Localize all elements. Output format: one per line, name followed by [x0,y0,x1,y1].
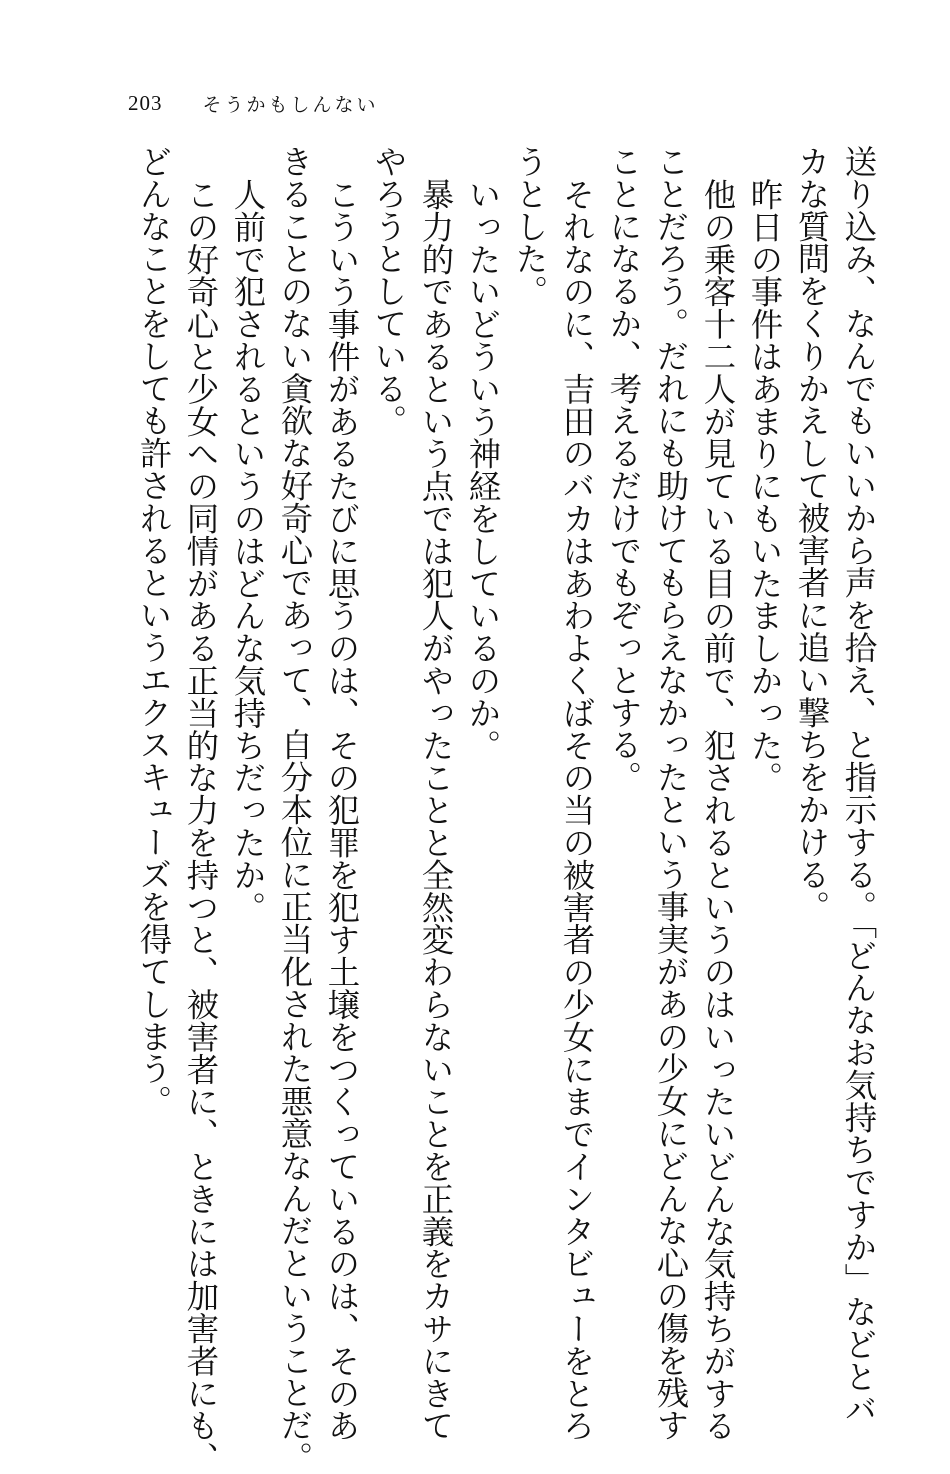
text-column: きることのない貪欲な好奇心であって、自分本位に正当化された悪意なんだということだ。 [276,145,314,1474]
text-column: この好奇心と少女への同情がある正当的な力を持つと、被害者に、ときには加害者にも、 [182,178,220,1474]
page-number: 203 [128,90,163,115]
text-column: いったいどういう神経をしているのか。 [464,178,502,762]
text-column: こういう事件があるたびに思うのは、その犯罪を犯す土壌をつくっているのは、そのあ [323,178,361,1442]
text-column: うとした。 [511,145,549,307]
page-header [128,88,379,118]
text-column: やろうとしている。 [370,145,408,437]
text-column: 送り込み、なんでもいいから声を拾え、と指示する。「どんなお気持ちですか」などとバ [840,145,878,1425]
text-column: ことだろう。だれにも助けてもらえなかったという事実があの少女にどんな心の傷を残す [652,145,690,1441]
text-column: カな質問をくりかえして被害者に追い撃ちをかける。 [793,145,831,923]
text-column: 他の乗客十二人が見ている目の前で、犯されるというのはいったいどんな気持ちがする [699,178,737,1442]
text-column: 人前で犯されるというのはどんな気持ちだったか。 [229,178,267,924]
vertical-body-text [130,145,882,1474]
text-column: 暴力的であるという点では犯人がやったことと全然変わらないことを正義をカサにきて [417,178,455,1442]
text-column: 昨日の事件はあまりにもいたましかった。 [746,178,784,794]
text-column: それなのに、吉田のバカはあわよくばその当の被害者の少女にまでインタビューをとろ [558,178,596,1442]
running-title: そうかもしんない [202,93,379,116]
text-column: どんなことをしても許されるというエクスキューズを得てしまう。 [135,145,173,1117]
text-column: ことになるか、考えるだけでもぞっとする。 [605,145,643,793]
